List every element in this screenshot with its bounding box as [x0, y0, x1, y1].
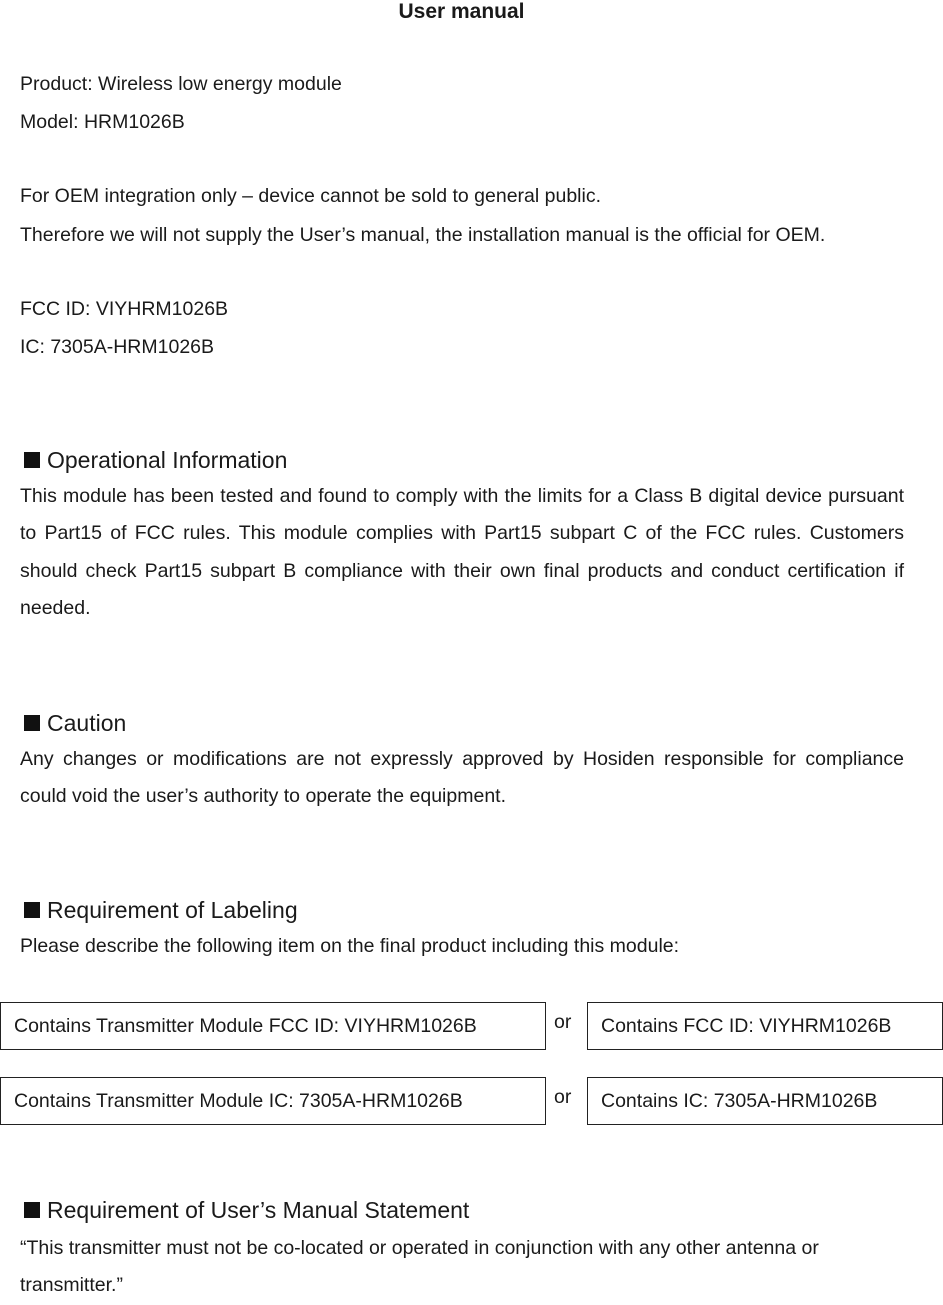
label-ic-long-text: Contains Transmitter Module IC: 7305A-HRM1026B	[14, 1090, 463, 1112]
fcc-id-line: FCC ID: VIYHRM1026B	[20, 298, 229, 320]
manual-statement-heading-text: Requirement of User’s Manual Statement	[47, 1197, 470, 1223]
label-box-fcc-short	[587, 1002, 943, 1050]
square-bullet-icon	[24, 715, 40, 731]
labeling-heading-text: Requirement of Labeling	[47, 897, 298, 923]
label-box-fcc-long	[0, 1002, 546, 1050]
operational-heading	[20, 447, 287, 473]
manual-statement-paragraph: “This transmitter must not be co-located or operated in conjunction with any other antenna or transmitter.”	[20, 1237, 819, 1297]
square-bullet-icon	[24, 452, 40, 468]
oem-notice-line-1: For OEM integration only – device cannot be sold to general public.	[20, 185, 602, 207]
or-separator-fcc: or	[554, 1011, 572, 1033]
document-title: User manual	[398, 0, 525, 23]
model-line: Model: HRM1026B	[20, 111, 185, 133]
square-bullet-icon	[24, 1202, 40, 1218]
caution-paragraph: Any changes or modifications are not expressly approved by Hosiden responsible for compliance could void the user’s authority to operate the equipment.	[20, 748, 904, 808]
operational-heading-text: Operational Information	[47, 447, 288, 473]
product-line: Product: Wireless low energy module	[20, 73, 342, 95]
manual-statement-heading	[20, 1197, 469, 1223]
operational-paragraph: This module has been tested and found to comply with the limits for a Class B digital device pursuant to Part15 of FCC rules. This module complies with Part15 subpart C of the FCC rules. Customers should check Part15 subpart B compliance with their own final products and conduct certification if needed.	[20, 485, 904, 619]
square-bullet-icon	[24, 902, 40, 918]
ic-line: IC: 7305A-HRM1026B	[20, 336, 215, 358]
labeling-instruction: Please describe the following item on the final product including this module:	[20, 935, 680, 957]
label-box-ic-long	[0, 1077, 546, 1125]
oem-notice-line-2: Therefore we will not supply the User’s manual, the installation manual is the official for OEM.	[20, 224, 826, 246]
label-ic-short-text: Contains IC: 7305A-HRM1026B	[601, 1090, 878, 1112]
caution-heading	[20, 710, 126, 736]
label-fcc-long-text: Contains Transmitter Module FCC ID: VIYHRM1026B	[14, 1015, 477, 1037]
label-fcc-short-text: Contains FCC ID: VIYHRM1026B	[601, 1015, 892, 1037]
caution-heading-text: Caution	[47, 710, 127, 736]
label-box-ic-short	[587, 1077, 943, 1125]
or-separator-ic: or	[554, 1086, 572, 1108]
labeling-heading	[20, 897, 298, 923]
